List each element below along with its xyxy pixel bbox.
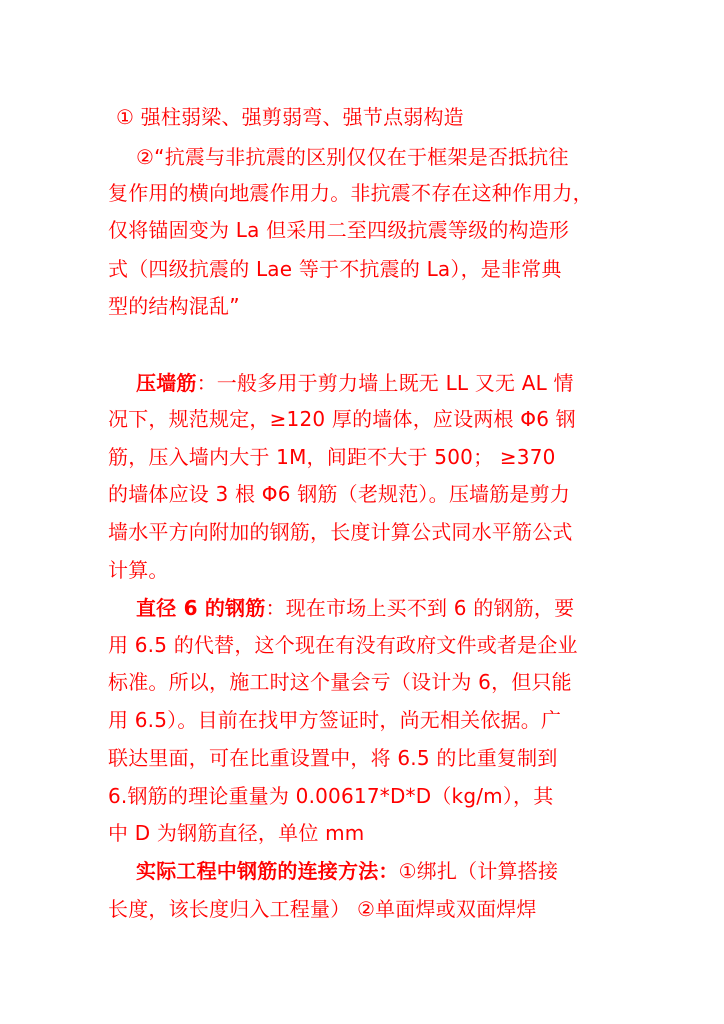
text-line-8: [108, 406, 576, 432]
text-line-11: [108, 519, 573, 545]
text-line-17: [108, 745, 558, 771]
line-text: 仅将锚固变为 La 但采用二至四级抗震等级的构造形: [108, 218, 570, 242]
text-line-9: [108, 444, 556, 470]
text-line-19: [108, 820, 364, 846]
text-line-4: [108, 217, 569, 243]
text-line-18: [108, 783, 553, 809]
text-line-5: [108, 256, 562, 282]
text-line-10: [108, 481, 570, 507]
text-line-2: [136, 144, 569, 170]
line-text: 联达里面，可在比重设置中，将 6.5 的比重复制到: [108, 746, 558, 770]
section-heading-diameter-6: 直径 6 的钢筋: [136, 596, 266, 620]
line-text: 用 6.5）。目前在找甲方签证时，尚无相关依据。广: [108, 708, 562, 732]
line-text: ：现在市场上买不到 6 的钢筋，要: [265, 596, 575, 620]
line-text: 6.钢筋的理论重量为 0.00617*D*D（kg/m），其: [108, 784, 554, 808]
line-text: 型的结构混乱”: [108, 294, 240, 318]
text-line-12: [108, 557, 169, 583]
text-line-21: [108, 896, 537, 922]
line-text: 筋，压入墙内大于 1M，间距不大于 500； ≥370: [108, 445, 556, 469]
line-text: ②“抗震与非抗震的区别仅仅在于框架是否抵抗往: [136, 145, 569, 169]
line-text: 的墙体应设 3 根 Φ6 钢筋（老规范）。压墙筋是剪力: [108, 482, 571, 506]
section-heading-wall-rebar: 压墙筋: [136, 371, 197, 395]
text-line-14: [108, 632, 578, 658]
text-line-6: [108, 293, 240, 319]
line-text: ① 强柱弱梁、强剪弱弯、强节点弱构造: [116, 105, 464, 129]
line-text: 复作用的横向地震作用力。非抗震不存在这种作用力，: [108, 181, 593, 205]
text-line-1: [116, 104, 464, 130]
text-line-13: [136, 595, 574, 621]
line-text: 用 6.5 的代替，这个现在有没有政府文件或者是企业: [108, 633, 578, 657]
line-text: ：一般多用于剪力墙上既无 LL 又无 AL 情: [196, 371, 574, 395]
text-line-20: [136, 858, 558, 884]
line-text: 况下，规范规定，≥120 厚的墙体，应设两根 Φ6 钢: [108, 407, 576, 431]
line-text: 计算。: [108, 558, 169, 582]
text-line-7: [136, 370, 574, 396]
line-text: 标准。所以，施工时这个量会亏（设计为 6，但只能: [108, 670, 572, 694]
section-heading-connection-methods: 实际工程中钢筋的连接方法：: [136, 859, 399, 883]
line-text: ①绑扎（计算搭接: [398, 859, 559, 883]
text-line-16: [108, 707, 561, 733]
line-text: 式（四级抗震的 Lae 等于不抗震的 La），是非常典: [108, 257, 562, 281]
line-text: 中 D 为钢筋直径，单位 mm: [108, 821, 365, 845]
text-line-15: [108, 669, 572, 695]
text-line-3: [108, 180, 593, 206]
line-text: 墙水平方向附加的钢筋，长度计算公式同水平筋公式: [108, 520, 573, 544]
line-text: 长度，该长度归入工程量） ②单面焊或双面焊焊: [108, 897, 537, 921]
